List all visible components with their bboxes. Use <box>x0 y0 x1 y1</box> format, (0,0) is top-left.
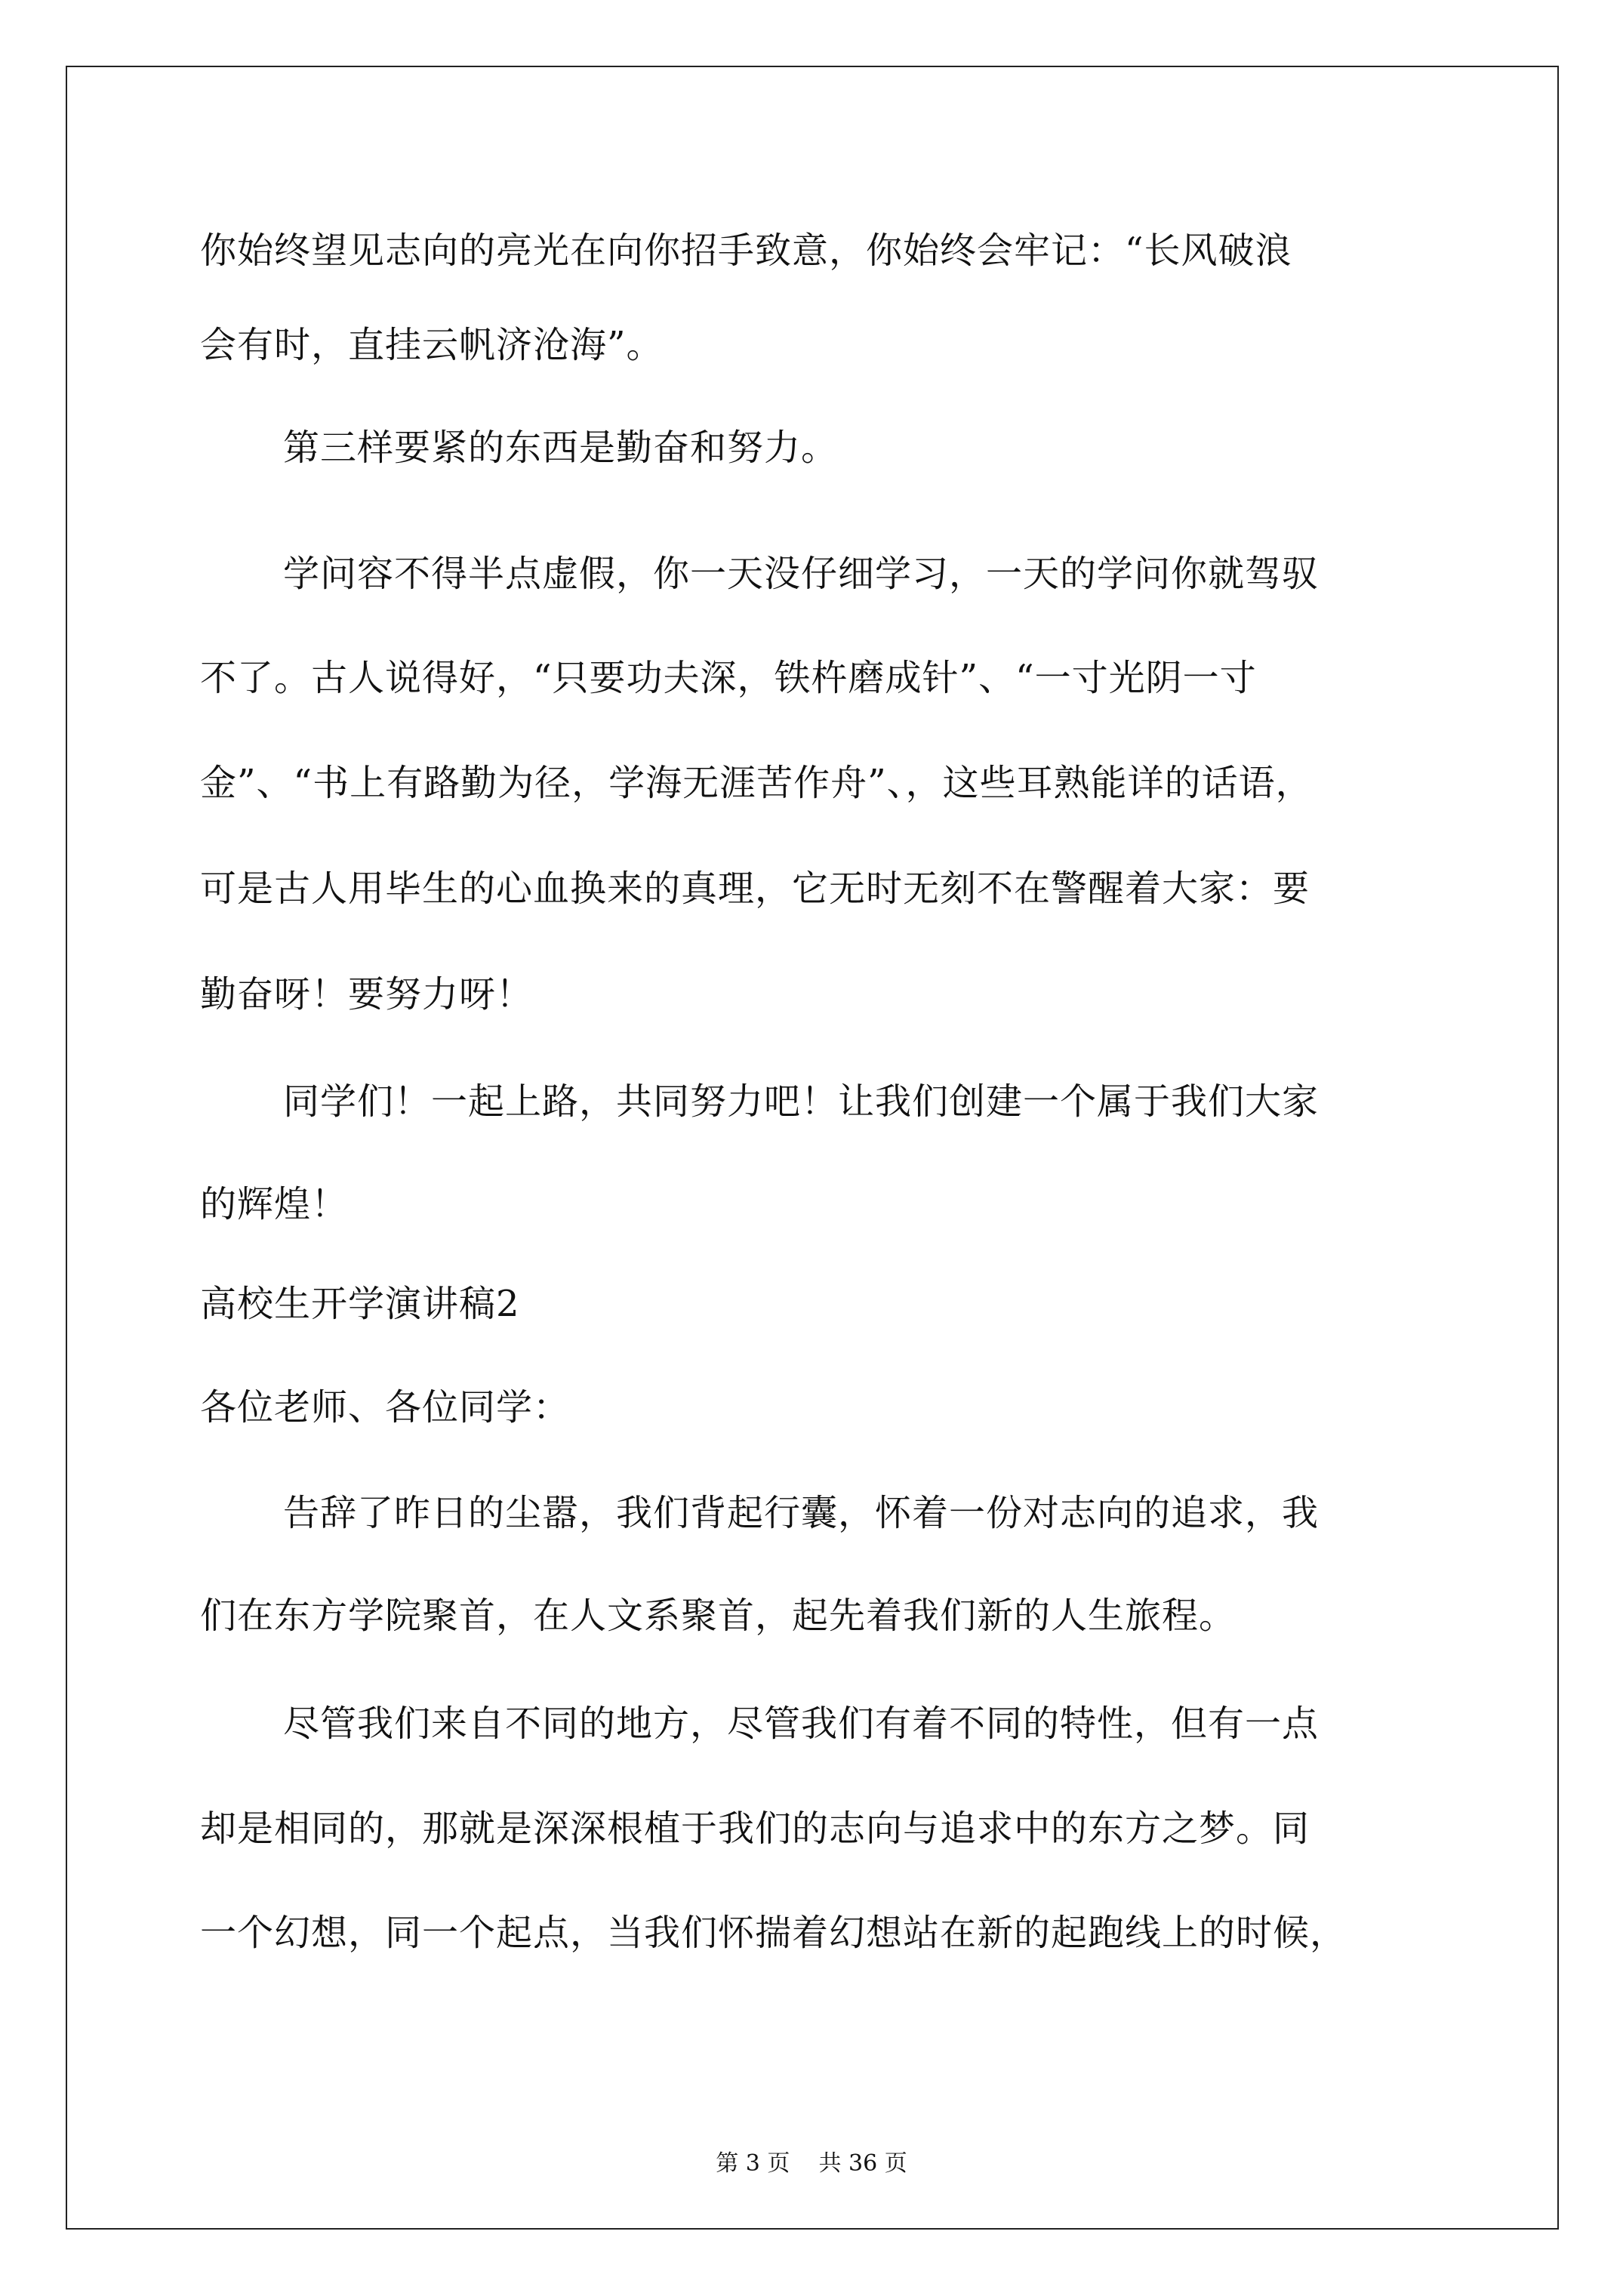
text-line: 第三样要紧的东西是勤奋和努力。 <box>283 427 839 469</box>
text-line: 一个幻想，同一个起点，当我们怀揣着幻想站在新的起跑线上的时候， <box>200 1912 1347 1954</box>
text-line: 勤奋呀！要努力呀！ <box>200 973 534 1015</box>
page-border <box>66 66 1559 2230</box>
text-line: 却是相同的，那就是深深根植于我们的志向与追求中的东方之梦。同 <box>200 1808 1310 1850</box>
text-line: 告辞了昨日的尘嚣，我们背起行囊，怀着一份对志向的追求，我 <box>283 1492 1320 1534</box>
text-line: 可是古人用毕生的心血换来的真理，它无时无刻不在警醒着大家：要 <box>200 868 1310 910</box>
text-line: 同学们！一起上路，共同努力吧！让我们创建一个属于我们大家 <box>283 1080 1320 1123</box>
text-line: 们在东方学院聚首，在人文系聚首，起先着我们新的人生旅程。 <box>200 1595 1236 1637</box>
salutation: 各位老师、各位同学： <box>200 1386 571 1428</box>
page-number: 第 3 页 共 36 页 <box>716 2150 907 2177</box>
text-line: 不了。古人说得好，“只要功夫深，铁杵磨成针”、“一寸光阴一寸 <box>200 657 1257 699</box>
text-line: 学问容不得半点虚假，你一天没仔细学习，一天的学问你就驾驭 <box>283 553 1320 595</box>
section-heading: 高校生开学演讲稿2 <box>200 1283 520 1325</box>
text-line: 会有时，直挂云帆济沧海”。 <box>200 324 664 366</box>
text-line: 你始终望见志向的亮光在向你招手致意，你始终会牢记：“长风破浪 <box>200 230 1292 272</box>
text-line: 的辉煌！ <box>200 1183 349 1225</box>
text-line: 尽管我们来自不同的地方，尽管我们有着不同的特性，但有一点 <box>283 1703 1320 1745</box>
text-line: 金”、“书上有路勤为径，学海无涯苦作舟”、，这些耳熟能详的话语， <box>200 762 1313 804</box>
